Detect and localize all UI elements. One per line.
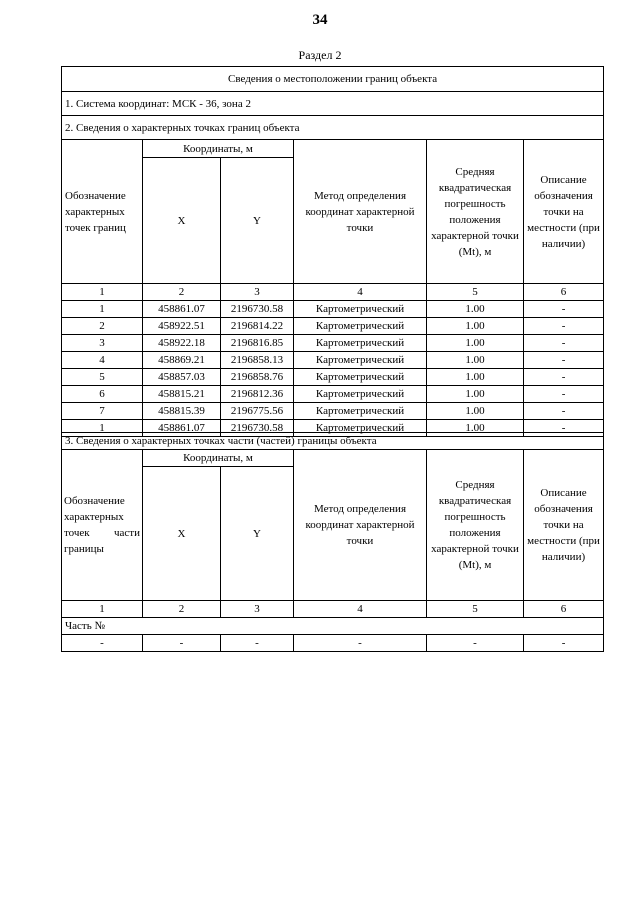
column-number: 6 [524,284,604,301]
header-method: Метод определения координат характерной точки [294,140,427,284]
section-label: Раздел 2 [298,48,342,62]
description-cell: - [524,369,604,386]
header-y: Y [221,158,294,284]
part-cell: - [427,635,524,652]
part-cell: - [524,635,604,652]
table-row [62,386,604,403]
part-label: Часть № [62,618,604,635]
method-cell: Картометрический [294,369,427,386]
header-description: Описание обозначения точки на местности (при наличии) [524,140,604,284]
description-cell: - [524,403,604,420]
table-row [62,352,604,369]
column-number: 5 [427,601,524,618]
y-coordinate-cell: 2196812.36 [221,386,294,403]
accuracy-cell: 1.00 [427,403,524,420]
accuracy-cell: 1.00 [427,301,524,318]
header-x: X [143,467,221,601]
header-method: Метод определения координат характерной точки [294,450,427,601]
point-number-cell: 6 [62,386,143,403]
accuracy-cell: 1.00 [427,420,524,437]
description-cell: - [524,420,604,437]
point-number-cell: 2 [62,318,143,335]
accuracy-cell: 1.00 [427,386,524,403]
table-row [62,403,604,420]
part-cell: - [143,635,221,652]
column-number: 1 [62,601,143,618]
point-number-cell: 5 [62,369,143,386]
table-row [62,369,604,386]
column-number: 3 [221,601,294,618]
accuracy-cell: 1.00 [427,352,524,369]
page-number: 34 [312,12,328,28]
point-number-cell: 4 [62,352,143,369]
header-description: Описание обозначения точки на местности (при наличии) [524,450,604,601]
header-part-point-designation: Обозначение характерных точек части границы [62,450,143,601]
y-coordinate-cell: 2196814.22 [221,318,294,335]
column-number: 4 [294,601,427,618]
column-number: 3 [221,284,294,301]
header-coordinates: Координаты, м [143,140,294,158]
method-cell: Картометрический [294,403,427,420]
accuracy-cell: 1.00 [427,318,524,335]
points-body [62,301,604,437]
header-point-designation: Обозначение характерных точек границ [62,140,143,284]
x-coordinate-cell: 458857.03 [143,369,221,386]
y-coordinate-cell: 2196730.58 [221,301,294,318]
y-coordinate-cell: 2196816.85 [221,335,294,352]
description-cell: - [524,352,604,369]
x-coordinate-cell: 458861.07 [143,420,221,437]
description-cell: - [524,335,604,352]
description-cell: - [524,301,604,318]
y-coordinate-cell: 2196730.58 [221,420,294,437]
point-number-cell: 1 [62,420,143,437]
coordinate-system: 1. Система координат: МСК - 36, зона 2 [62,92,604,116]
method-cell: Картометрический [294,318,427,335]
x-coordinate-cell: 458922.18 [143,335,221,352]
section-2-title: 2. Сведения о характерных точках границ объекта [62,116,604,140]
header-accuracy: Средняя квадратическая погрешность положения характерной точки (Mt), м [427,450,524,601]
y-coordinate-cell: 2196858.76 [221,369,294,386]
point-number-cell: 7 [62,403,143,420]
document-title: Сведения о местоположении границ объекта [62,67,604,92]
method-cell: Картометрический [294,352,427,369]
method-cell: Картометрический [294,335,427,352]
x-coordinate-cell: 458815.39 [143,403,221,420]
point-number-cell: 3 [62,335,143,352]
method-cell: Картометрический [294,301,427,318]
point-number-cell: 1 [62,301,143,318]
column-number: 2 [143,601,221,618]
column-number: 6 [524,601,604,618]
x-coordinate-cell: 458861.07 [143,301,221,318]
table-row [62,318,604,335]
header-coordinates: Координаты, м [143,450,294,467]
method-cell: Картометрический [294,386,427,403]
x-coordinate-cell: 458869.21 [143,352,221,369]
description-cell: - [524,386,604,403]
part-row [62,635,604,652]
column-number: 2 [143,284,221,301]
accuracy-cell: 1.00 [427,369,524,386]
column-numbers-row [62,284,604,301]
y-coordinate-cell: 2196775.56 [221,403,294,420]
column-numbers-row [62,601,604,618]
table-row [62,335,604,352]
part-cell: - [221,635,294,652]
column-number: 5 [427,284,524,301]
x-coordinate-cell: 458815.21 [143,386,221,403]
description-cell: - [524,318,604,335]
part-cell: - [62,635,143,652]
y-coordinate-cell: 2196858.13 [221,352,294,369]
section-3-title: 3. Сведения о характерных точках части (частей) границы объекта [62,433,604,450]
method-cell: Картометрический [294,420,427,437]
header-accuracy: Средняя квадратическая погрешность положения характерной точки (Mt), м [427,140,524,284]
part-points-table [61,432,604,652]
x-coordinate-cell: 458922.51 [143,318,221,335]
accuracy-cell: 1.00 [427,335,524,352]
boundary-points-table [61,66,604,437]
column-number: 4 [294,284,427,301]
column-number: 1 [62,284,143,301]
part-cell: - [294,635,427,652]
table-row [62,301,604,318]
header-y: Y [221,467,294,601]
header-x: X [143,158,221,284]
